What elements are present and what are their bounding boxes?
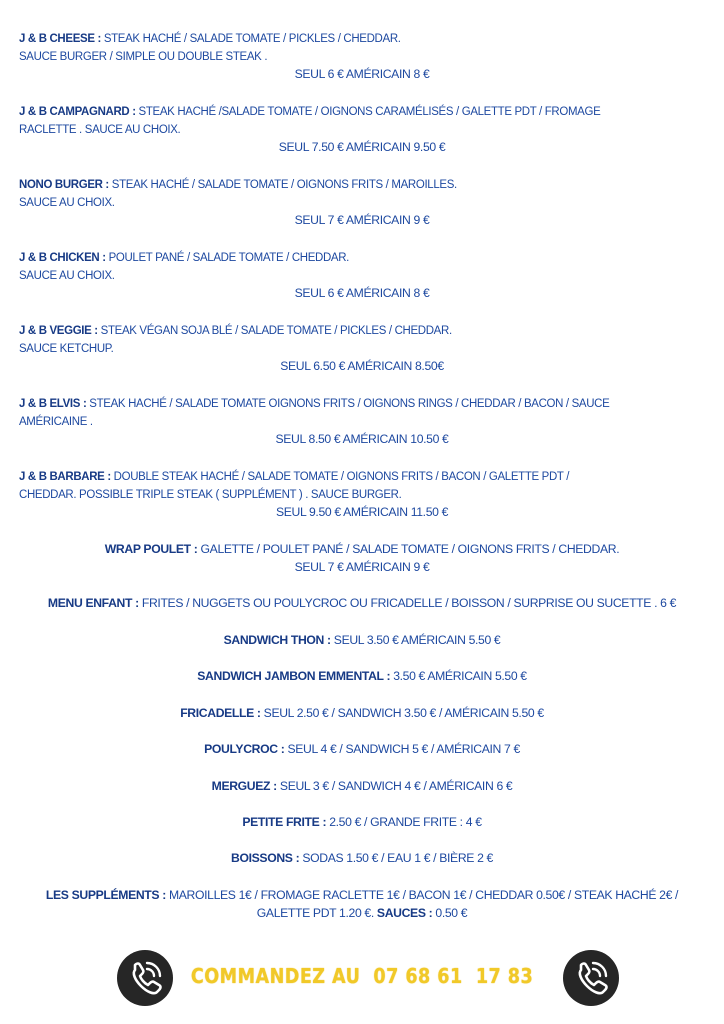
item-line-1 xyxy=(19,175,668,193)
item-description: STEAK HACHÉ / SALADE TOMATE OIGNONS FRITS / OIGNONS RINGS / CHEDDAR / BACON / SAUCE xyxy=(86,396,610,410)
item-name: J & B CHICKEN : xyxy=(19,250,106,264)
item-name: MERGUEZ : xyxy=(211,779,277,793)
item-description: GALETTE / POULET PANÉ / SALADE TOMATE / OIGNONS FRITS / CHEDDAR. xyxy=(197,542,620,556)
item-line-2: AMÉRICAINE . xyxy=(19,414,93,429)
item-name: FRICADELLE : xyxy=(180,706,261,720)
item-description: STEAK HACHÉ / SALADE TOMATE / OIGNONS FRITS / MAROILLES. xyxy=(108,177,457,191)
menu-item-wrap-poulet xyxy=(0,540,724,558)
item-line-1 xyxy=(19,467,668,485)
item-name: POULYCROC : xyxy=(204,742,285,756)
item-line-2: RACLETTE . SAUCE AU CHOIX. xyxy=(19,122,181,137)
menu-item-nono-burger xyxy=(19,175,668,211)
item-price: SEUL 6 € AMÉRICAIN 8 € xyxy=(294,286,430,300)
supplements-line-2 xyxy=(0,904,724,922)
item-name: PETITE FRITE : xyxy=(242,815,327,829)
item-name: NONO BURGER : xyxy=(19,177,109,191)
item-description: SEUL 4 € / SANDWICH 5 € / AMÉRICAIN 7 € xyxy=(284,742,520,756)
item-name: J & B BARBARE : xyxy=(19,469,111,483)
item-description: 2.50 € / GRANDE FRITE : 4 € xyxy=(326,815,482,829)
item-description: POULET PANÉ / SALADE TOMATE / CHEDDAR. xyxy=(105,250,350,264)
sauces-price: 0.50 € xyxy=(432,906,468,920)
item-price: SEUL 6 € AMÉRICAIN 8 € xyxy=(294,67,430,81)
phone-call-icon-glyph xyxy=(563,950,619,1006)
item-description: MAROILLES 1€ / FROMAGE RACLETTE 1€ / BACON 1€ / CHEDDAR 0.50€ / STEAK HACHÉ 2€ / xyxy=(165,888,679,902)
item-name: J & B CAMPAGNARD : xyxy=(19,104,136,118)
item-line-2: CHEDDAR. POSSIBLE TRIPLE STEAK ( SUPPLÉMENT ) . SAUCE BURGER. xyxy=(19,487,402,502)
menu-item-jb-cheese xyxy=(19,29,668,65)
sauces-label: SAUCES : xyxy=(376,906,433,920)
menu-item-merguez xyxy=(0,777,724,795)
menu-item-supplements xyxy=(0,886,724,904)
menu-item-menu-enfant xyxy=(0,594,724,612)
item-description: SEUL 2.50 € / SANDWICH 3.50 € / AMÉRICAIN 5.50 € xyxy=(260,706,544,720)
item-name: MENU ENFANT : xyxy=(47,596,139,610)
item-name: BOISSONS : xyxy=(231,851,300,865)
item-description: STEAK HACHÉ /SALADE TOMATE / OIGNONS CARAMÉLISÉS / GALETTE PDT / FROMAGE xyxy=(135,104,601,118)
item-line-2: SAUCE BURGER / SIMPLE OU DOUBLE STEAK . xyxy=(19,49,268,64)
item-name: SANDWICH THON : xyxy=(223,633,331,647)
item-name: WRAP POULET : xyxy=(104,542,198,556)
menu-item-poulycroc xyxy=(0,740,724,758)
menu-item-sandwich-thon xyxy=(0,631,724,649)
item-name: J & B VEGGIE : xyxy=(19,323,98,337)
menu-item-jb-elvis xyxy=(19,394,668,430)
supplement-galette: GALETTE PDT 1.20 €. xyxy=(256,906,377,920)
item-name: J & B CHEESE : xyxy=(19,31,101,45)
item-price: SEUL 7 € AMÉRICAIN 9 € xyxy=(294,560,430,574)
item-line-1 xyxy=(19,248,668,266)
menu-item-jb-veggie xyxy=(19,321,668,357)
item-description: SODAS 1.50 € / EAU 1 € / BIÈRE 2 € xyxy=(299,851,493,865)
item-name: LES SUPPLÉMENTS : xyxy=(45,888,166,902)
item-price: SEUL 9.50 € AMÉRICAIN 11.50 € xyxy=(275,505,449,519)
item-price: SEUL 7.50 € AMÉRICAIN 9.50 € xyxy=(278,140,446,154)
item-price: SEUL 8.50 € AMÉRICAIN 10.50 € xyxy=(275,432,449,446)
item-line-1 xyxy=(19,29,668,47)
order-cta xyxy=(0,948,724,1012)
item-line-2: SAUCE KETCHUP. xyxy=(19,341,114,356)
menu-item-jb-barbare xyxy=(19,467,668,503)
menu-item-fricadelle xyxy=(0,704,724,722)
item-description: DOUBLE STEAK HACHÉ / SALADE TOMATE / OIGNONS FRITS / BACON / GALETTE PDT / xyxy=(110,469,570,483)
order-phone-text: COMMANDEZ AU 07 68 61 17 83 xyxy=(190,964,534,988)
menu-item-sandwich-jambon-emmental xyxy=(0,667,724,685)
menu-item-jb-campagnard xyxy=(19,102,668,138)
item-description: FRITES / NUGGETS OU POULYCROC OU FRICADELLE / BOISSON / SURPRISE OU SUCETTE . 6 € xyxy=(138,596,677,610)
item-line-1 xyxy=(19,102,668,120)
menu-item-frites xyxy=(0,813,724,831)
menu-item-boissons xyxy=(0,849,724,867)
item-line-1 xyxy=(19,394,668,412)
item-name: SANDWICH JAMBON EMMENTAL : xyxy=(197,669,391,683)
item-description: SEUL 3 € / SANDWICH 4 € / AMÉRICAIN 6 € xyxy=(276,779,513,793)
menu-item-jb-chicken xyxy=(19,248,668,284)
item-description: STEAK VÉGAN SOJA BLÉ / SALADE TOMATE / PICKLES / CHEDDAR. xyxy=(97,323,452,337)
item-line-2: SAUCE AU CHOIX. xyxy=(19,195,115,210)
item-line-1 xyxy=(19,321,668,339)
item-description: 3.50 € AMÉRICAIN 5.50 € xyxy=(390,669,527,683)
item-description: SEUL 3.50 € AMÉRICAIN 5.50 € xyxy=(330,633,501,647)
item-description: STEAK HACHÉ / SALADE TOMATE / PICKLES / CHEDDAR. xyxy=(100,31,401,45)
item-price: SEUL 7 € AMÉRICAIN 9 € xyxy=(294,213,430,227)
item-name: J & B ELVIS : xyxy=(19,396,87,410)
item-line-2: SAUCE AU CHOIX. xyxy=(19,268,115,283)
phone-call-icon[interactable] xyxy=(563,950,619,1006)
item-price: SEUL 6.50 € AMÉRICAIN 8.50€ xyxy=(280,359,444,373)
